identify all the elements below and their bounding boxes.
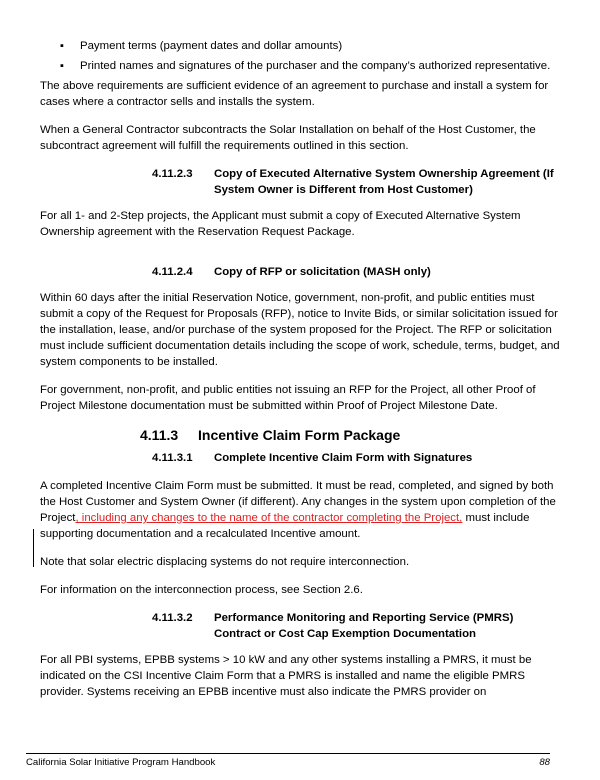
paragraph-interconnection-note: Note that solar electric displacing systems do not require interconnection.	[40, 556, 410, 568]
section-title: Copy of RFP or solicitation (MASH only)	[214, 266, 431, 278]
tracked-change-insertion: , including any changes to the name of the contractor completing the Project,	[75, 512, 463, 524]
section-number: 4.11.3	[140, 427, 179, 443]
paragraph-rfp-requirement: Within 60 days after the initial Reservation Notice, government, non-profit, and public entities must submit a copy of the Request for Proposals (RFP), notice to Invite Bids, or similar solicitation issued for the installation, lease, and/or purchase of the system proposed for the Project. The RFP or solicitation must include sufficient documentation details including the scope of work, schedule, terms, budget, and system components to be installed.	[40, 292, 560, 368]
heading-4-11-3-1	[152, 450, 560, 466]
page-number: 88	[539, 757, 550, 768]
change-bar	[33, 529, 34, 567]
page-footer	[26, 753, 550, 769]
footer-title: California Solar Initiative Program Handbook	[26, 757, 216, 768]
section-title: Performance Monitoring and Reporting Service (PMRS) Contract or Cost Cap Exemption Documentation	[214, 612, 514, 640]
body-text: A completed Incentive Claim Form must be submitted. It must be read, completed, and signed by both the Host Customer and System Owner (if different). Any changes in the system upon completion of the Project	[40, 480, 556, 524]
paragraph-incentive-claim-form	[40, 478, 560, 542]
section-number: 4.11.2.4	[152, 266, 193, 278]
section-number: 4.11.3.1	[152, 452, 193, 464]
body-text: must include supporting documentation and a recalculated Incentive amount.	[40, 512, 530, 540]
section-title: Incentive Claim Form Package	[198, 427, 401, 443]
paragraph-interconnection-info: For information on the interconnection process, see Section 2.6.	[40, 584, 363, 596]
heading-4-11-2-3	[152, 166, 560, 198]
paragraph-ownership-agreement: For all 1- and 2-Step projects, the Applicant must submit a copy of Executed Alternative System Ownership agreement with the Reservation Request Package.	[40, 210, 521, 238]
requirements-list	[60, 38, 560, 74]
paragraph-general-contractor: When a General Contractor subcontracts the Solar Installation on behalf of the Host Customer, the subcontract agreement will fulfill the requirements outlined in this section.	[40, 124, 536, 152]
list-item: ▪ Payment terms (payment dates and dollar amounts)	[60, 38, 560, 54]
paragraph-rfp-alternative: For government, non-profit, and public entities not issuing an RFP for the Project, all other Proof of Project Milestone documentation must be submitted within Proof of Project Milestone Date.	[40, 384, 536, 412]
list-item: ▪ Printed names and signatures of the purchaser and the company’s authorized representative.	[60, 58, 560, 74]
heading-4-11-3-2	[152, 610, 560, 642]
paragraph-pmrs: For all PBI systems, EPBB systems > 10 kW and any other systems installing a PMRS, it must be indicated on the CSI Incentive Claim Form that a PMRS is installed and name the eligible PMRS provider. Systems receiving an EPBB incentive must also indicate the PMRS provider on	[40, 654, 532, 698]
paragraph-requirements-sufficient: The above requirements are sufficient evidence of an agreement to purchase and install a system for cases where a contractor sells and installs the system.	[40, 80, 549, 108]
document-page	[40, 38, 560, 712]
heading-4-11-3	[140, 426, 560, 444]
heading-4-11-2-4	[152, 264, 560, 280]
section-title: Copy of Executed Alternative System Ownership Agreement (If System Owner is Different from Host Customer)	[214, 168, 554, 196]
section-title: Complete Incentive Claim Form with Signatures	[214, 452, 473, 464]
section-number: 4.11.2.3	[152, 168, 193, 180]
section-number: 4.11.3.2	[152, 612, 193, 624]
